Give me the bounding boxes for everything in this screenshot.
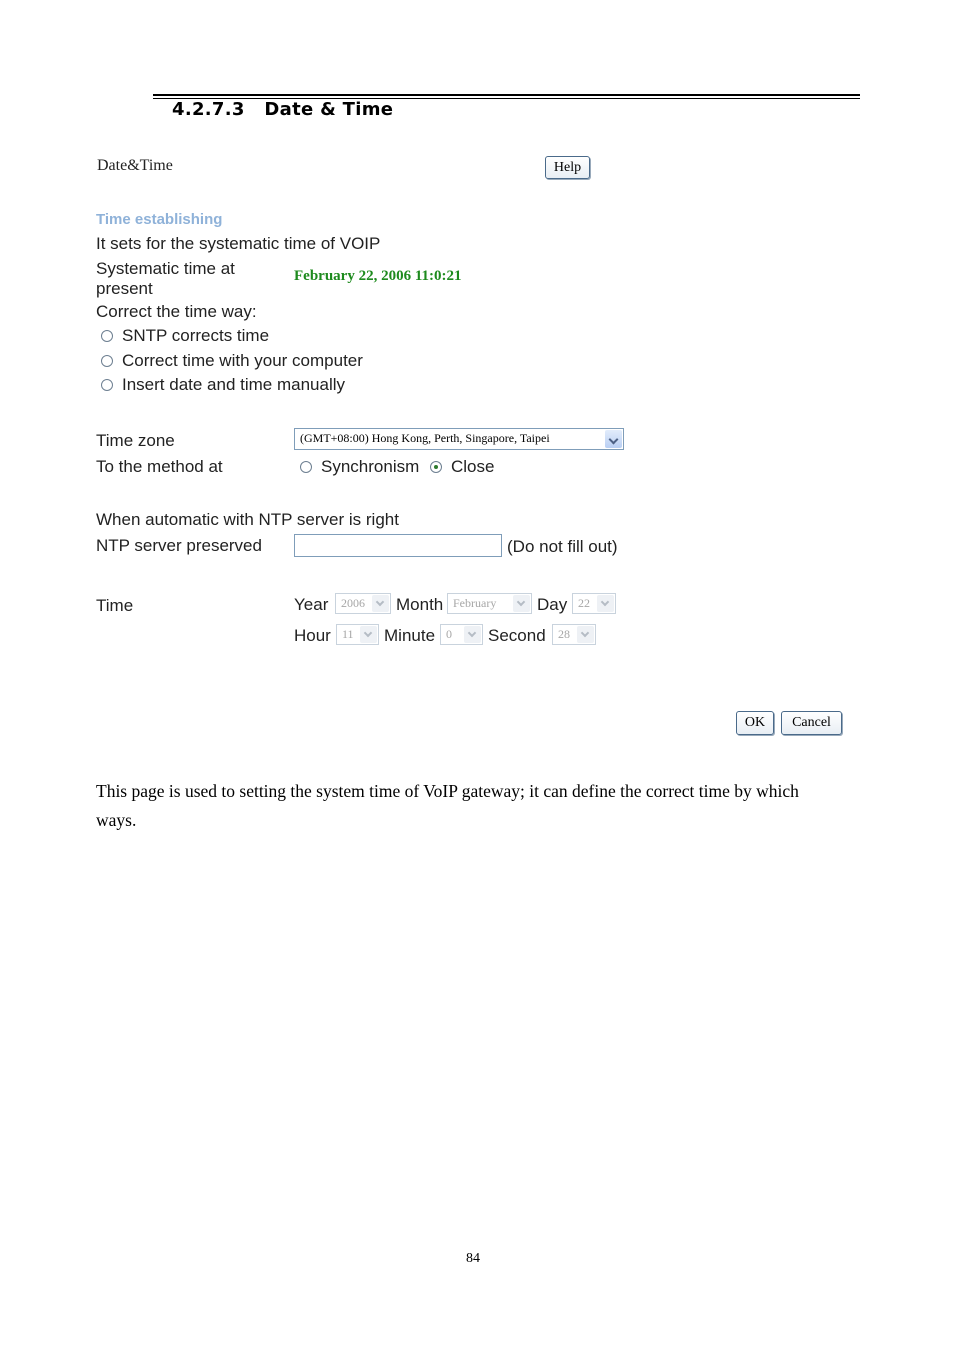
method-label: To the method at xyxy=(96,457,223,476)
body-paragraph: This page is used to setting the system time of VoIP gateway; it can define the correct time by which ways. xyxy=(96,781,799,830)
section-number: 4.2.7.3 xyxy=(172,99,245,120)
radio-computer[interactable] xyxy=(101,355,113,367)
section-heading xyxy=(172,99,393,120)
chevron-down-icon xyxy=(577,626,594,643)
radio-manual-label: Insert date and time manually xyxy=(122,375,346,394)
page-number: 84 xyxy=(466,1251,480,1266)
day-label: Day xyxy=(537,595,568,614)
timezone-label: Time zone xyxy=(96,431,175,450)
second-value: 28 xyxy=(558,627,570,641)
month-select[interactable] xyxy=(447,593,532,614)
chevron-down-icon xyxy=(372,595,389,612)
help-button[interactable]: Help xyxy=(545,156,590,179)
ntp-heading: When automatic with NTP server is right xyxy=(96,510,399,529)
hour-label: Hour xyxy=(294,626,331,645)
section-label: Time establishing xyxy=(96,211,223,228)
day-value: 22 xyxy=(578,596,590,610)
cancel-button[interactable]: Cancel xyxy=(781,711,842,735)
hour-select[interactable] xyxy=(336,624,379,645)
correct-way-label: Correct the time way: xyxy=(96,302,257,321)
chevron-down-icon xyxy=(464,626,481,643)
minute-select[interactable] xyxy=(440,624,483,645)
radio-synchronism-label: Synchronism xyxy=(321,457,420,476)
timezone-select[interactable] xyxy=(294,428,624,450)
systime-value: February 22, 2006 11:0:21 xyxy=(294,268,462,284)
chevron-down-icon xyxy=(605,430,622,448)
description-text: It sets for the systematic time of VOIP xyxy=(96,234,381,253)
radio-synchronism[interactable] xyxy=(300,461,312,473)
panel-title: Date&Time xyxy=(97,157,173,174)
year-label: Year xyxy=(294,595,329,614)
ntp-server-input[interactable] xyxy=(294,534,502,557)
minute-value: 0 xyxy=(446,627,452,641)
timezone-value: (GMT+08:00) Hong Kong, Perth, Singapore, Taipei xyxy=(300,431,550,445)
hour-value: 11 xyxy=(342,627,354,641)
radio-close-label: Close xyxy=(451,457,495,476)
ntp-hint: (Do not fill out) xyxy=(507,537,618,556)
heading-rule-thick xyxy=(153,94,860,96)
chevron-down-icon xyxy=(597,595,614,612)
ntp-label: NTP server preserved xyxy=(96,536,262,555)
time-label: Time xyxy=(96,596,134,615)
radio-manual[interactable] xyxy=(101,379,113,391)
month-label: Month xyxy=(396,595,444,614)
radio-close[interactable] xyxy=(430,461,442,473)
systime-label-line1: Systematic time at xyxy=(96,259,235,278)
ok-button[interactable]: OK xyxy=(736,711,774,735)
radio-computer-label: Correct time with your computer xyxy=(122,351,363,370)
day-select[interactable] xyxy=(572,593,616,614)
second-select[interactable] xyxy=(552,624,596,645)
radio-sntp[interactable] xyxy=(101,330,113,342)
second-label: Second xyxy=(488,626,546,645)
year-value: 2006 xyxy=(341,596,365,610)
section-title: Date & Time xyxy=(264,99,394,120)
systime-label-line2: present xyxy=(96,279,153,298)
minute-label: Minute xyxy=(384,626,436,645)
year-select[interactable] xyxy=(335,593,391,614)
chevron-down-icon xyxy=(360,626,377,643)
month-value: February xyxy=(453,596,497,610)
chevron-down-icon xyxy=(513,595,530,612)
radio-sntp-label: SNTP corrects time xyxy=(122,326,270,345)
